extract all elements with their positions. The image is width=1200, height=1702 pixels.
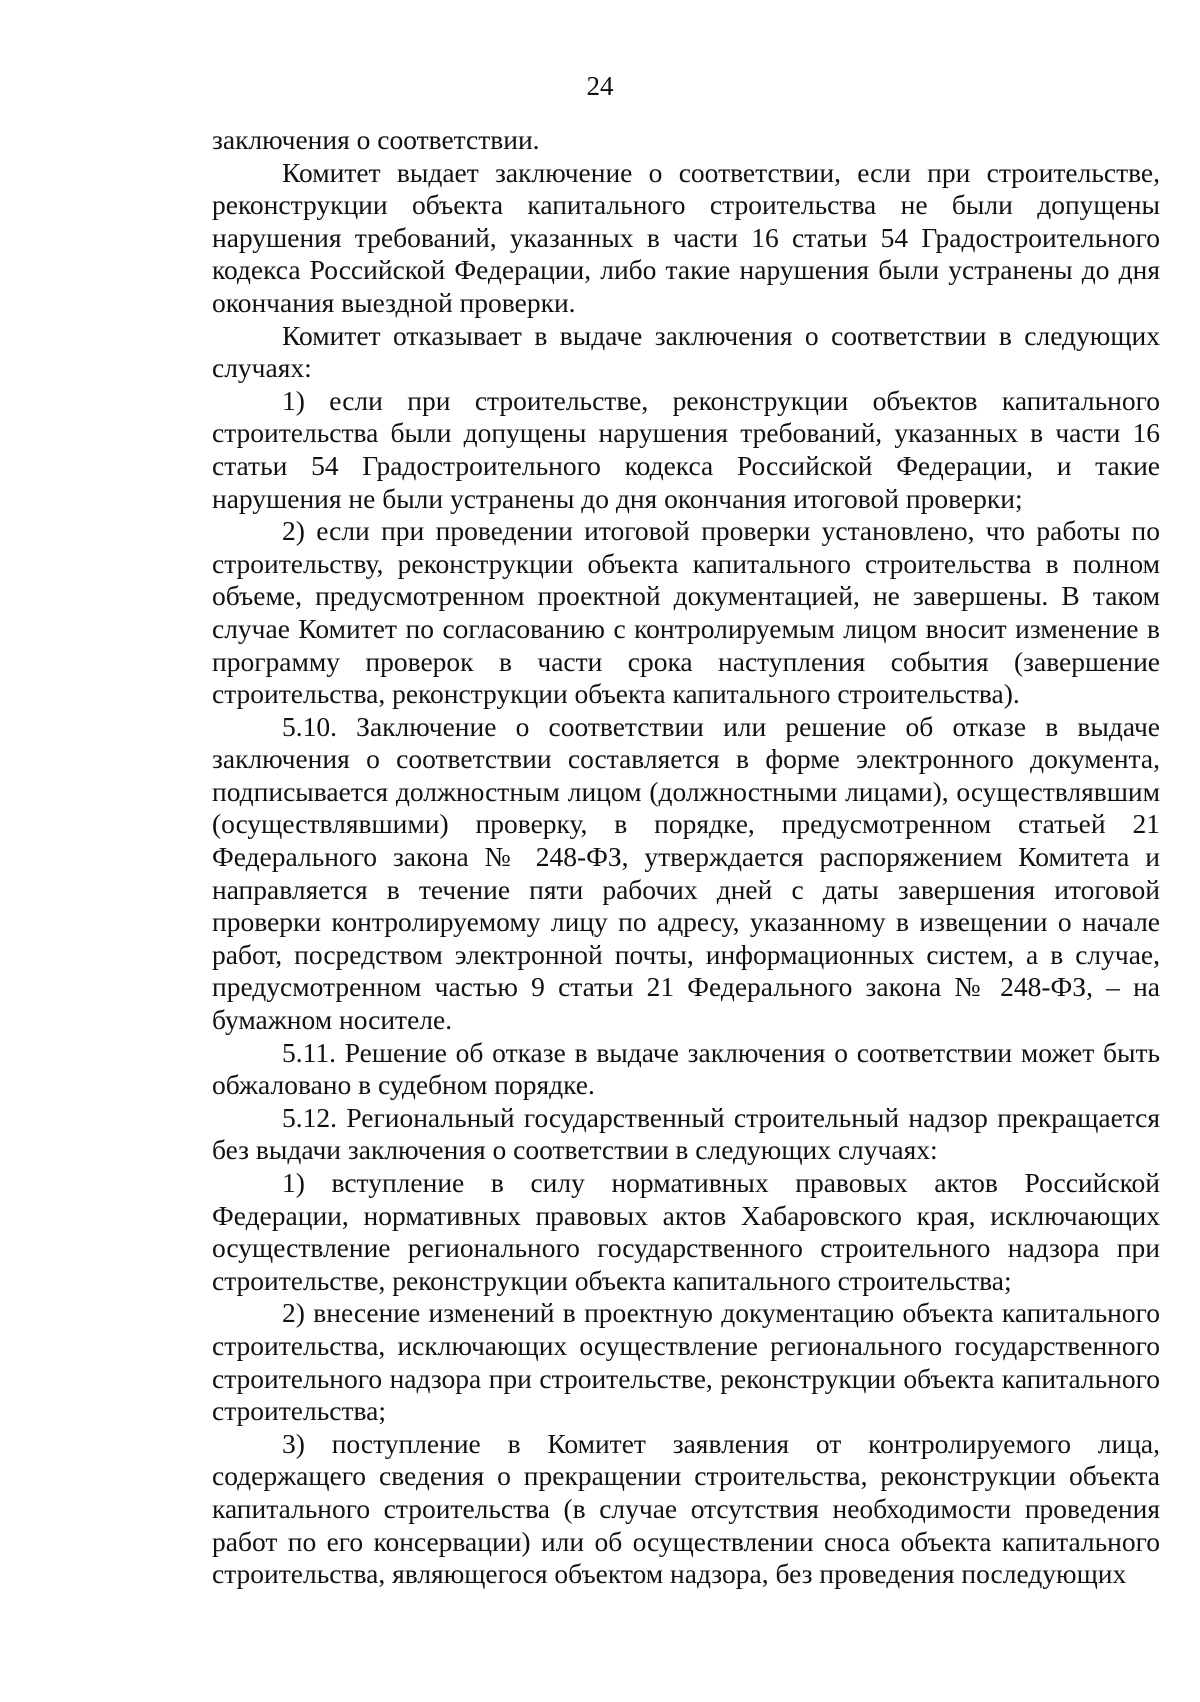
list-item-termination-1: 1) вступление в силу нормативных правовых актов Российской Федерации, нормативных правовых актов Хабаровского края, исключающих осуществление регионального государственного строительного надзора при строительстве, реконструкции объекта капитального строительства; <box>212 1167 1160 1296</box>
paragraph-5-12: 5.12. Региональный государственный строительный надзор прекращается без выдачи заключения о соответствии в следующих случаях: <box>212 1101 1160 1166</box>
list-item-termination-2: 2) внесение изменений в проектную документацию объекта капитального строительства, исключающих осуществление регионального государственного строительного надзора при строительстве, реконструкции объекта капитального строительства; <box>212 1297 1160 1427</box>
paragraph-committee-issues: Комитет выдает заключение о соответствии, если при строительстве, реконструкции объекта капитального строительства не были допущены нарушения требований, указанных в части 16 статьи 54 Градостроительного кодекса Российской Федерации, либо такие нарушения были устранены до дня окончания выездной проверки. <box>212 156 1160 318</box>
page-number: 24 <box>586 71 614 101</box>
paragraph-committee-refuses: Комитет отказывает в выдаче заключения о соответствии в следующих случаях: <box>212 319 1160 384</box>
document-body <box>212 124 1160 1591</box>
paragraph-5-10: 5.10. Заключение о соответствии или решение об отказе в выдаче заключения о соответствии составляется в форме электронного документа, подписывается должностным лицом (должностными лицами), осуществлявшим (осуществлявшими) проверку, в порядке, предусмотренном статьей 21 Федерального закона № 248-ФЗ, утверждается распоряжением Комитета и направляется в течение пяти рабочих дней с даты завершения итоговой проверки контролируемому лицу по адресу, указанному в извещении о начале работ, посредством электронной почты, информационных систем, а в случае, предусмотренном частью 9 статьи 21 Федерального закона № 248-ФЗ, – на бумажном носителе. <box>212 710 1160 1036</box>
list-item-refusal-1: 1) если при строительстве, реконструкции объектов капитального строительства были допущены нарушения требований, указанных в части 16 статьи 54 Градостроительного кодекса Российской Федерации, и такие нарушения не были устранены до дня окончания итоговой проверки; <box>212 384 1160 514</box>
paragraph-5-11: 5.11. Решение об отказе в выдаче заключения о соответствии может быть обжаловано в судебном порядке. <box>212 1036 1160 1101</box>
list-item-termination-3: 3) поступление в Комитет заявления от контролируемого лица, содержащего сведения о прекращении строительства, реконструкции объекта капитального строительства (в случае отсутствия необходимости проведения работ по его консервации) или об осуществлении сноса объекта капитального строительства, являющегося объектом надзора, без проведения последующих <box>212 1427 1160 1590</box>
list-item-refusal-2: 2) если при проведении итоговой проверки установлено, что работы по строительству, реконструкции объекта капитального строительства в полном объеме, предусмотренном проектной документацией, не завершены. В таком случае Комитет по согласованию с контролируемым лицом вносит изменение в программу проверок в части срока наступления события (завершение строительства, реконструкции объекта капитального строительства). <box>212 515 1160 710</box>
paragraph-continuation: заключения о соответствии. <box>212 124 540 155</box>
